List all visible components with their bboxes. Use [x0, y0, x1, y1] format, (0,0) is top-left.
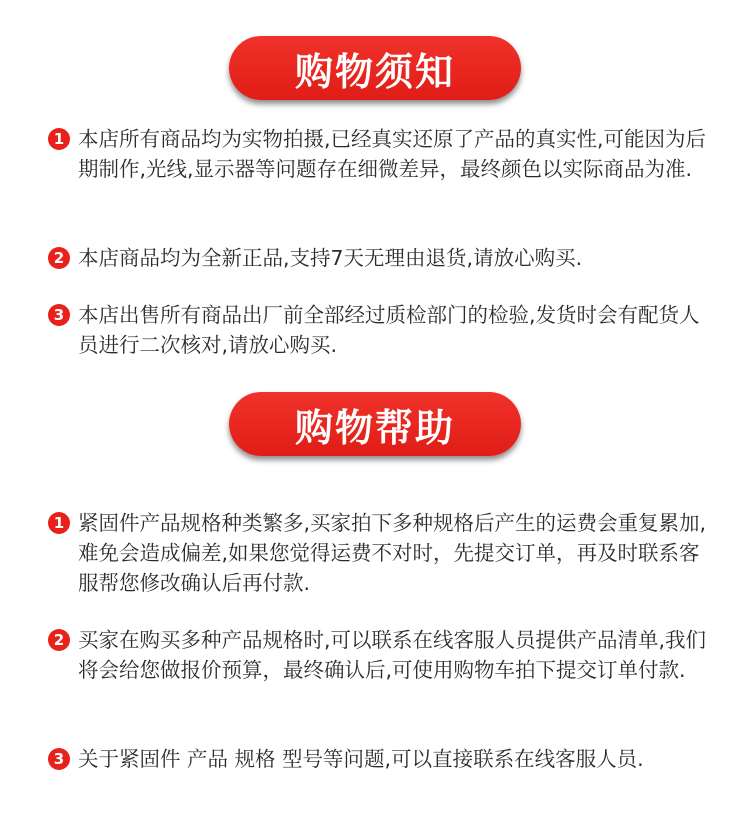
section-title-help: 购物帮助 [229, 392, 521, 456]
help-item-3 [48, 744, 708, 774]
help-item-text: 买家在购买多种产品规格时,可以联系在线客服人员提供产品清单,我们将会给您做报价预算，最终确认后,可使用购物车拍下提交订单付款. [78, 628, 707, 682]
notice-item-3 [48, 300, 708, 360]
help-item-text: 关于紧固件 产品 规格 型号等问题,可以直接联系在线客服人员. [78, 747, 644, 771]
number-badge: 2 [48, 629, 70, 651]
section-title-notice: 购物须知 [229, 36, 521, 100]
notice-item-text: 本店所有商品均为实物拍摄,已经真实还原了产品的真实性,可能因为后期制作,光线,显示器等问题存在细微差异，最终颜色以实际商品为准. [78, 127, 707, 181]
notice-item-1 [48, 124, 708, 184]
number-badge: 3 [48, 748, 70, 770]
number-badge: 2 [48, 247, 70, 269]
number-badge: 3 [48, 304, 70, 326]
help-item-2 [48, 625, 708, 685]
notice-item-text: 本店出售所有商品出厂前全部经过质检部门的检验,发货时会有配货人员进行二次核对,请放心购买. [78, 303, 700, 357]
notice-item-2 [48, 243, 708, 273]
number-badge: 1 [48, 128, 70, 150]
help-item-text: 紧固件产品规格种类繁多,买家拍下多种规格后产生的运费会重复累加,难免会造成偏差,如果您觉得运费不对时，先提交订单，再及时联系客服帮您修改确认后再付款. [78, 511, 707, 595]
help-item-1 [48, 508, 708, 598]
number-badge: 1 [48, 512, 70, 534]
notice-item-text: 本店商品均为全新正品,支持7天无理由退货,请放心购买. [78, 246, 583, 270]
